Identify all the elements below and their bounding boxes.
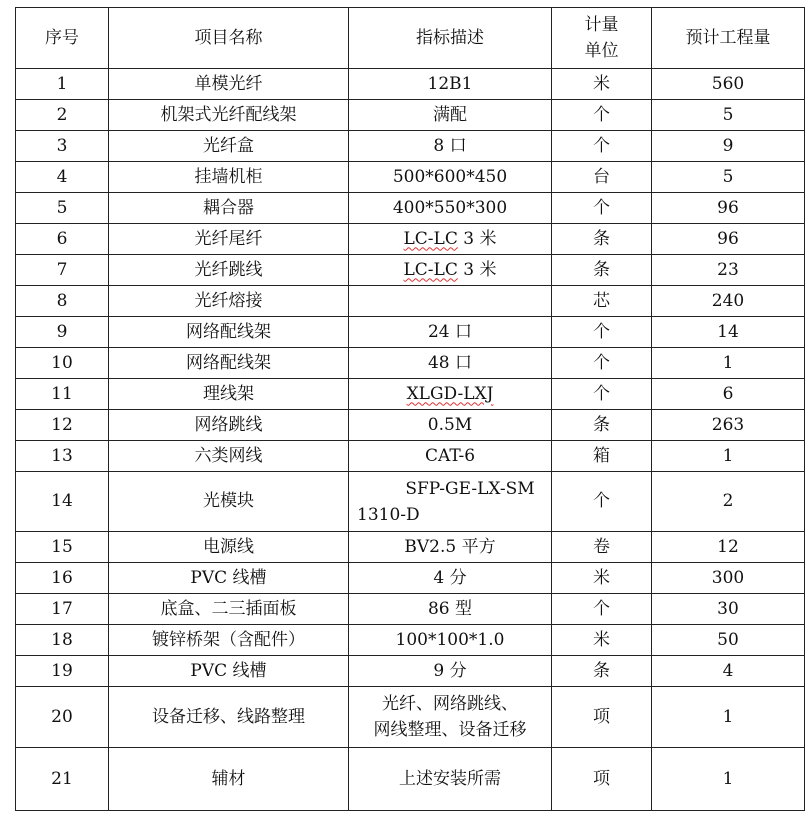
cell-qty: 5 (652, 162, 805, 193)
spec-line2: 1310-D (357, 504, 420, 525)
cell-seq: 12 (16, 410, 109, 441)
cell-qty: 14 (652, 317, 805, 348)
cell-seq: 21 (16, 748, 109, 811)
cell-seq: 4 (16, 162, 109, 193)
cell-unit: 条 (552, 656, 652, 687)
cell-name: 光纤跳线 (109, 255, 349, 286)
table-header-row (16, 8, 805, 69)
header-unit-line2: 单位 (584, 41, 619, 61)
cell-qty: 1 (652, 687, 805, 748)
cell-seq: 14 (16, 472, 109, 532)
cell-name: 挂墙机柜 (109, 162, 349, 193)
cell-seq: 2 (16, 100, 109, 131)
cell-qty: 9 (652, 131, 805, 162)
cell-seq: 20 (16, 687, 109, 748)
cell-spec (349, 687, 552, 748)
cell-seq: 5 (16, 193, 109, 224)
cell-spec: 48 口 (349, 348, 552, 379)
cell-spec: CAT-6 (349, 441, 552, 472)
cell-spec: 0.5M (349, 410, 552, 441)
cell-seq: 15 (16, 532, 109, 563)
table-row (16, 286, 805, 317)
spec-part-a: LC-LC (403, 259, 458, 280)
cell-qty: 12 (652, 532, 805, 563)
cell-unit: 箱 (552, 441, 652, 472)
table-row (16, 625, 805, 656)
cell-unit: 米 (552, 625, 652, 656)
header-spec: 指标描述 (349, 8, 552, 69)
cell-seq: 13 (16, 441, 109, 472)
cell-qty: 1 (652, 441, 805, 472)
cell-unit: 台 (552, 162, 652, 193)
cell-unit: 个 (552, 100, 652, 131)
table-row (16, 594, 805, 625)
cell-qty: 5 (652, 100, 805, 131)
cell-unit: 个 (552, 348, 652, 379)
cell-name: 电源线 (109, 532, 349, 563)
header-qty: 预计工程量 (652, 8, 805, 69)
table-row (16, 472, 805, 532)
cell-name: PVC 线槽 (109, 563, 349, 594)
cell-spec: 400*550*300 (349, 193, 552, 224)
cell-qty: 96 (652, 193, 805, 224)
cell-name: 耦合器 (109, 193, 349, 224)
cell-name: 网络跳线 (109, 410, 349, 441)
spec-text: XLGD-LXJ (406, 383, 494, 404)
cell-qty: 1 (652, 348, 805, 379)
cell-spec: BV2.5 平方 (349, 532, 552, 563)
cell-qty: 263 (652, 410, 805, 441)
cell-unit: 条 (552, 224, 652, 255)
cell-qty: 1 (652, 748, 805, 811)
spec-line1: SFP-GE-LX-SM (405, 478, 535, 499)
cell-unit: 个 (552, 472, 652, 532)
cell-qty: 4 (652, 656, 805, 687)
cell-unit: 米 (552, 563, 652, 594)
spec-part-b: 3 米 (457, 228, 497, 249)
cell-seq: 11 (16, 379, 109, 410)
cell-unit: 个 (552, 193, 652, 224)
cell-seq: 1 (16, 69, 109, 100)
cell-unit: 项 (552, 687, 652, 748)
spec-part-b: 3 米 (457, 259, 497, 280)
cell-unit: 米 (552, 69, 652, 100)
cell-unit: 芯 (552, 286, 652, 317)
cell-qty: 23 (652, 255, 805, 286)
cell-unit: 个 (552, 131, 652, 162)
cell-seq: 10 (16, 348, 109, 379)
cell-name: 底盒、二三插面板 (109, 594, 349, 625)
table-row (16, 193, 805, 224)
spec-line1: 光纤、网络跳线、 (382, 694, 518, 714)
cell-seq: 16 (16, 563, 109, 594)
table-row (16, 748, 805, 811)
table-row (16, 687, 805, 748)
header-unit-line1: 计量 (584, 15, 619, 35)
cell-seq: 3 (16, 131, 109, 162)
cell-name: 光纤盒 (109, 131, 349, 162)
cell-name: 网络配线架 (109, 348, 349, 379)
cell-seq: 9 (16, 317, 109, 348)
cell-spec: 4 分 (349, 563, 552, 594)
cell-spec: 500*600*450 (349, 162, 552, 193)
cell-qty: 2 (652, 472, 805, 532)
header-seq: 序号 (16, 8, 109, 69)
cell-name: 单模光纤 (109, 69, 349, 100)
cell-qty: 560 (652, 69, 805, 100)
table-row (16, 162, 805, 193)
cell-spec (349, 472, 552, 532)
cell-name: 辅材 (109, 748, 349, 811)
cell-name: 机架式光纤配线架 (109, 100, 349, 131)
table-row (16, 656, 805, 687)
cell-seq: 7 (16, 255, 109, 286)
table-row (16, 379, 805, 410)
table-row (16, 441, 805, 472)
cell-unit: 卷 (552, 532, 652, 563)
table-row (16, 317, 805, 348)
cell-spec: 8 口 (349, 131, 552, 162)
cell-unit: 个 (552, 594, 652, 625)
cell-spec: 9 分 (349, 656, 552, 687)
cell-seq: 6 (16, 224, 109, 255)
table-row (16, 410, 805, 441)
cell-unit: 条 (552, 410, 652, 441)
cell-spec (349, 255, 552, 286)
cell-name: 六类网线 (109, 441, 349, 472)
table-row (16, 255, 805, 286)
cell-spec (349, 224, 552, 255)
cell-name: 镀锌桥架（含配件） (109, 625, 349, 656)
cell-unit: 项 (552, 748, 652, 811)
table-row (16, 69, 805, 100)
cell-name: 光纤尾纤 (109, 224, 349, 255)
cell-spec: 上述安装所需 (349, 748, 552, 811)
cell-unit: 个 (552, 317, 652, 348)
cell-spec: 86 型 (349, 594, 552, 625)
table-row (16, 100, 805, 131)
table-row (16, 224, 805, 255)
cell-qty: 30 (652, 594, 805, 625)
cell-qty: 300 (652, 563, 805, 594)
equipment-table (15, 7, 805, 811)
cell-spec: 满配 (349, 100, 552, 131)
cell-name: 理线架 (109, 379, 349, 410)
spec-line2: 网线整理、设备迁移 (373, 720, 527, 740)
cell-seq: 8 (16, 286, 109, 317)
cell-name: 光纤熔接 (109, 286, 349, 317)
cell-name: 网络配线架 (109, 317, 349, 348)
spec-part-a: LC-LC (403, 228, 458, 249)
table-row (16, 131, 805, 162)
cell-spec (349, 286, 552, 317)
header-unit (552, 8, 652, 69)
cell-qty: 6 (652, 379, 805, 410)
cell-spec: 24 口 (349, 317, 552, 348)
cell-qty: 240 (652, 286, 805, 317)
cell-spec: 12B1 (349, 69, 552, 100)
table-row (16, 348, 805, 379)
cell-spec (349, 379, 552, 410)
header-name: 项目名称 (109, 8, 349, 69)
cell-name: PVC 线槽 (109, 656, 349, 687)
cell-seq: 19 (16, 656, 109, 687)
table-row (16, 563, 805, 594)
cell-seq: 17 (16, 594, 109, 625)
cell-qty: 50 (652, 625, 805, 656)
cell-name: 设备迁移、线路整理 (109, 687, 349, 748)
cell-spec: 100*100*1.0 (349, 625, 552, 656)
table-row (16, 532, 805, 563)
cell-unit: 条 (552, 255, 652, 286)
cell-seq: 18 (16, 625, 109, 656)
cell-qty: 96 (652, 224, 805, 255)
cell-unit: 个 (552, 379, 652, 410)
cell-name: 光模块 (109, 472, 349, 532)
